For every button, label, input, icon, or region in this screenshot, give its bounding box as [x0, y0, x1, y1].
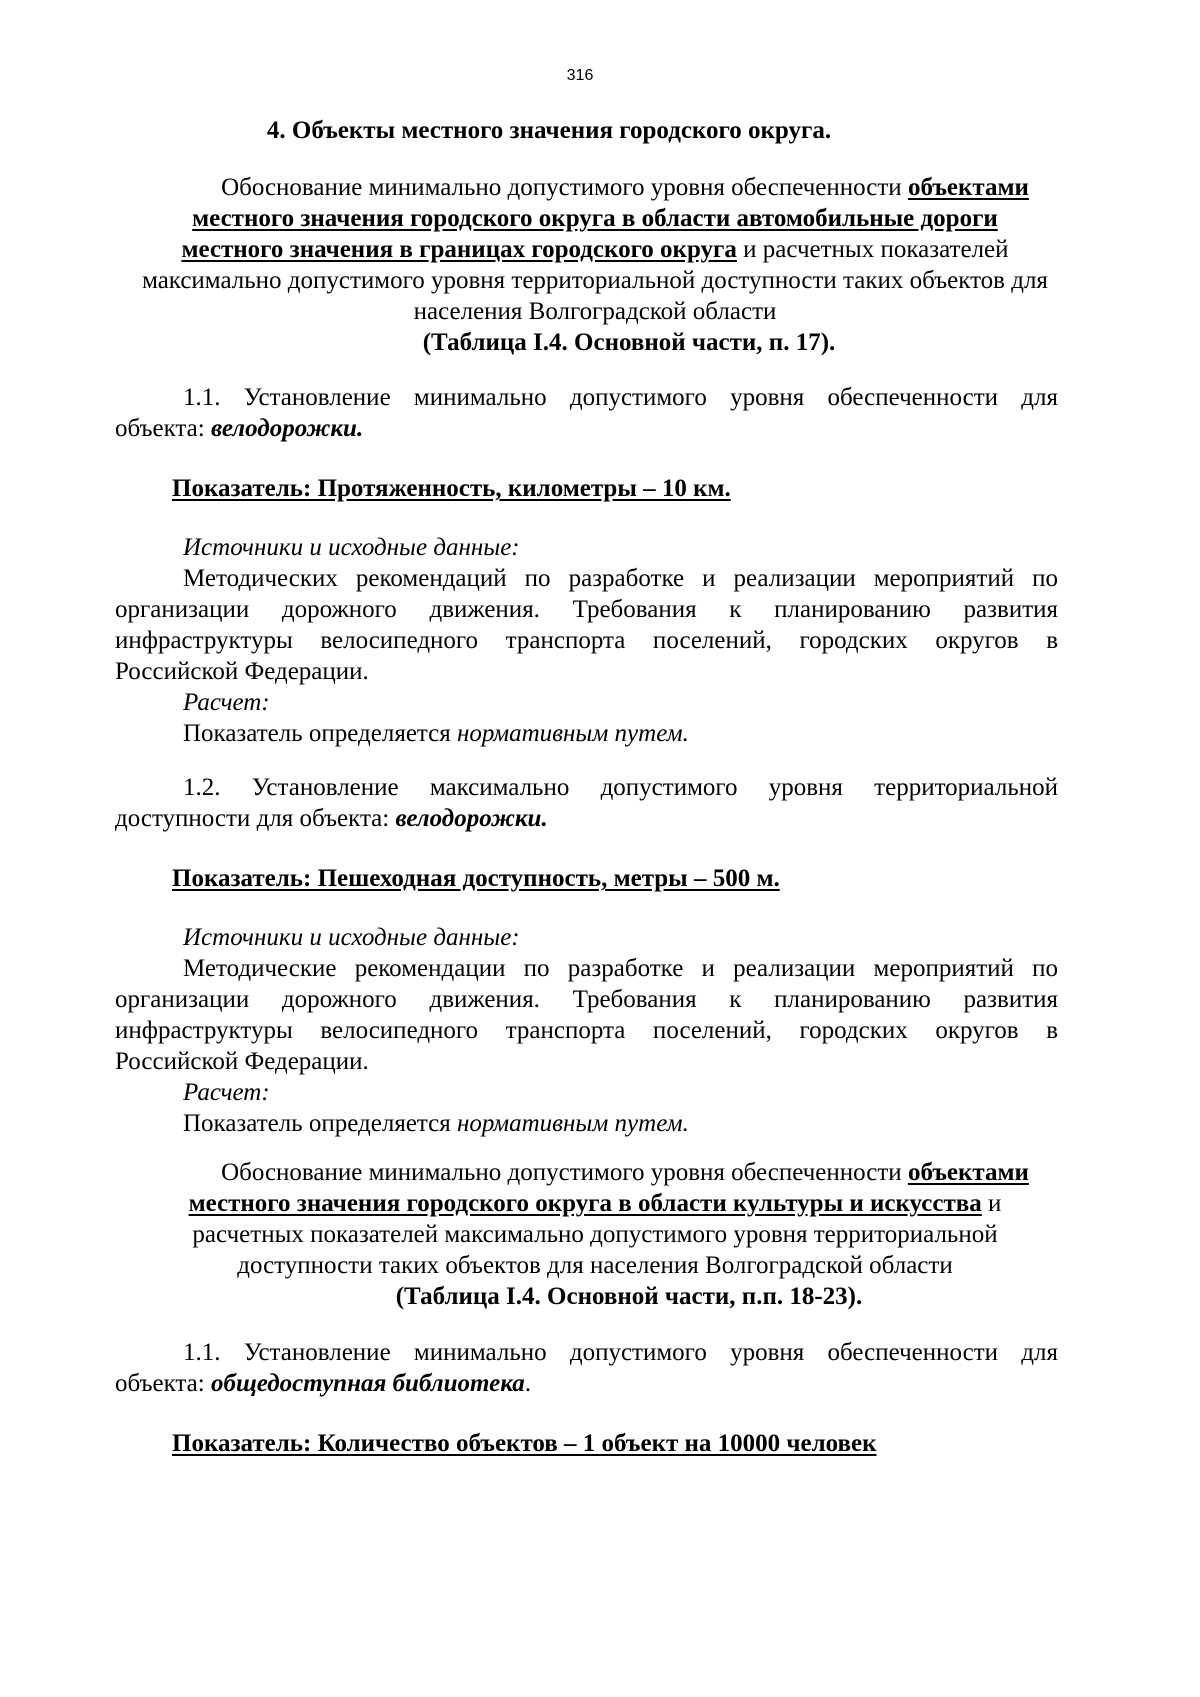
- calc-label: Расчет:: [183, 1079, 270, 1106]
- item-object: общедоступная библиотека: [210, 1370, 525, 1397]
- item-1-1-cycleways: [115, 382, 1058, 444]
- justification-paragraph-roads: [100, 172, 1090, 358]
- calc-text: Показатель определяется: [183, 1110, 457, 1137]
- emphasis-culture: местного значения городского округа в области культуры и искусства: [188, 1190, 982, 1217]
- indicator-object-count: Показатель: Количество объектов – 1 объект на 10000 человек: [172, 1430, 877, 1457]
- sources-block-2: [115, 922, 1058, 1139]
- table-reference: (Таблица I.4. Основной части, п. 17).: [422, 329, 836, 356]
- sources-text: организации дорожного движения. Требования к планированию развития: [115, 986, 1058, 1013]
- section-heading: [115, 115, 1200, 146]
- paragraph-intro: Обоснование минимально допустимого уровня обеспеченности: [221, 174, 908, 201]
- item-text: 1.2. Установление максимально допустимого уровня территориальной: [183, 774, 1058, 801]
- calc-text: Показатель определяется: [183, 720, 457, 747]
- sources-text: инфраструктуры велосипедного транспорта поселений, городских округов в: [115, 1017, 1058, 1044]
- item-1-1-library: [115, 1337, 1058, 1399]
- emphasis-objects: объектами: [907, 174, 1029, 201]
- item-object-label: доступности для объекта:: [115, 805, 396, 832]
- paragraph-line: максимально допустимого уровня территориальной доступности таких объектов для: [142, 267, 1048, 294]
- paragraph-intro: Обоснование минимально допустимого уровня обеспеченности: [221, 1159, 908, 1186]
- item-1-2-cycleways: [115, 772, 1058, 834]
- table-reference: (Таблица I.4. Основной части, п.п. 18-23).: [395, 1283, 863, 1310]
- item-object-label: объекта:: [115, 415, 211, 442]
- sources-text: Российской Федерации.: [115, 1048, 369, 1075]
- calc-label: Расчет:: [183, 689, 270, 716]
- item-object-suffix: .: [524, 1370, 532, 1397]
- page-number: 316: [566, 67, 594, 84]
- calc-method: нормативным путем.: [457, 720, 689, 747]
- emphasis-objects: объектами: [907, 1159, 1029, 1186]
- paragraph-line: населения Волгоградской области: [413, 298, 777, 325]
- sources-block-1: [115, 532, 1058, 749]
- item-text: 1.1. Установление минимально допустимого уровня обеспеченности для: [183, 1339, 1058, 1366]
- paragraph-after-emphasis: и: [981, 1190, 1002, 1217]
- item-text: 1.1. Установление минимально допустимого уровня обеспеченности для: [183, 384, 1058, 411]
- sources-text: Методических рекомендаций по разработке и реализации мероприятий по: [183, 565, 1058, 592]
- item-object-label: объекта:: [115, 1370, 211, 1397]
- emphasis-local-roads: местного значения в границах городского округа: [181, 236, 737, 263]
- sources-label: Источники и исходные данные:: [183, 534, 520, 561]
- indicator-walking-distance: Показатель: Пешеходная доступность, метры – 500 м.: [172, 865, 780, 892]
- sources-text: инфраструктуры велосипедного транспорта поселений, городских округов в: [115, 627, 1058, 654]
- paragraph-after-emphasis: и расчетных показателей: [736, 236, 1009, 263]
- paragraph-line: расчетных показателей максимально допустимого уровня территориальной: [192, 1221, 998, 1248]
- sources-text: Методические рекомендации по разработке и реализации мероприятий по: [183, 955, 1058, 982]
- paragraph-line: доступности таких объектов для населения Волгоградской области: [237, 1252, 953, 1279]
- item-object: велодорожки.: [395, 805, 548, 832]
- section-heading-text: 4. Объекты местного значения городского округа.: [266, 117, 832, 144]
- emphasis-roads: местного значения городского округа в области автомобильные дороги: [192, 205, 998, 232]
- item-object: велодорожки.: [210, 415, 364, 442]
- calc-method: нормативным путем.: [457, 1110, 689, 1137]
- indicator-length: Показатель: Протяженность, километры – 10 км.: [172, 475, 731, 502]
- sources-label: Источники и исходные данные:: [183, 924, 520, 951]
- sources-text: организации дорожного движения. Требования к планированию развития: [115, 596, 1058, 623]
- sources-text: Российской Федерации.: [115, 658, 369, 685]
- justification-paragraph-culture: [100, 1157, 1090, 1312]
